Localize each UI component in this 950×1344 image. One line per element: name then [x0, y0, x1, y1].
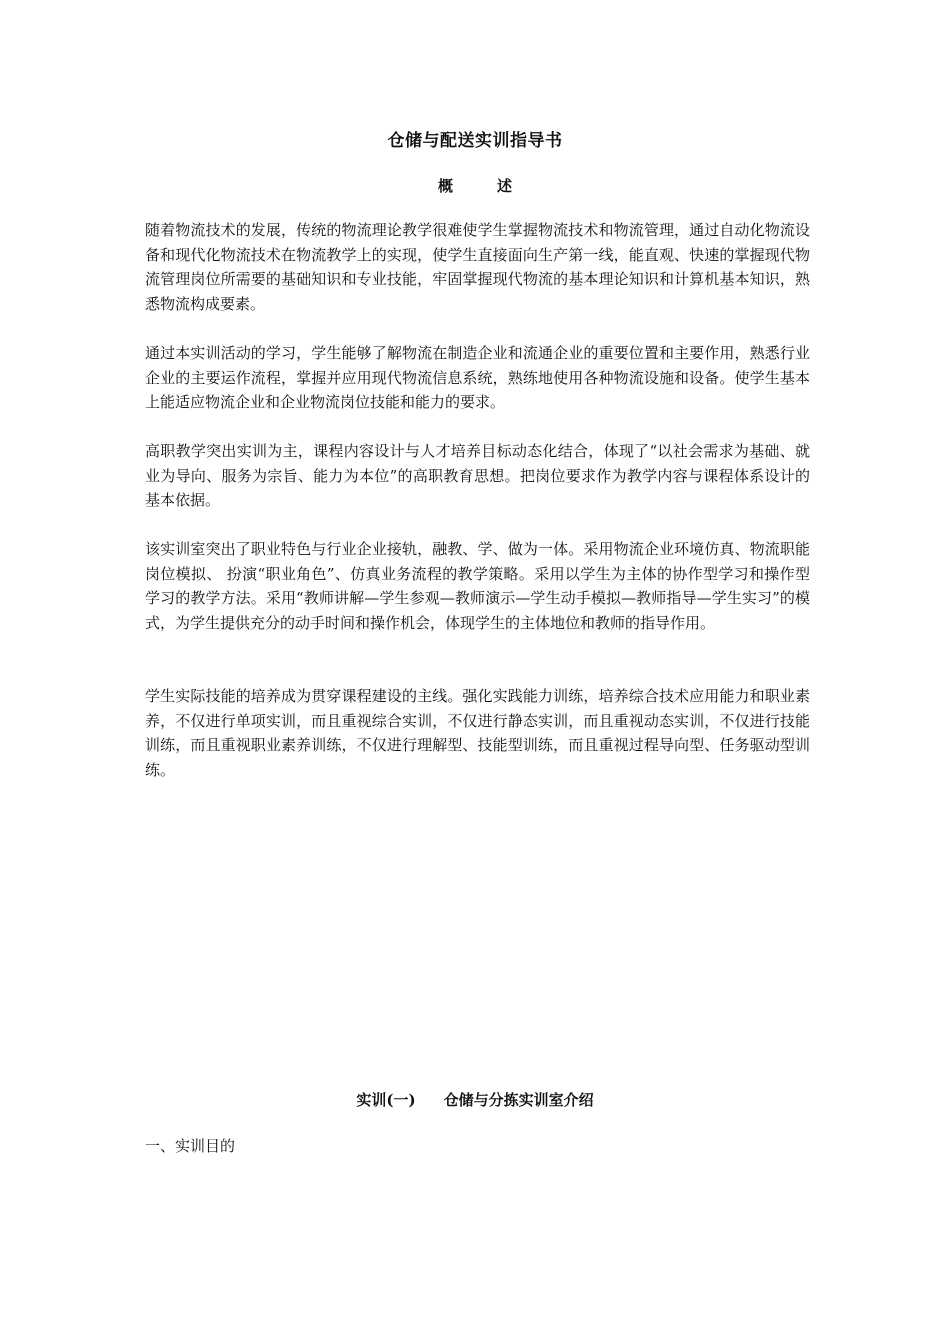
overview-paragraph-4: 该实训室突出了职业特色与行业企业接轨，融教、学、做为一体。采用物流企业环境仿真、物流职能岗位模拟、 扮演“职业角色”、仿真业务流程的教学策略。采用以学生为主体的协作型学习和操作型学习的教学方法。采用“教师讲解—学生参观—教师演示—学生动手模拟—教师指导—学生实习”的模式，为学生提供充分的动手时间和操作机会，体现学生的主体地位和教师的指导作用。: [145, 540, 810, 632]
overview-heading: [0, 175, 950, 196]
overview-paragraph-3: 高职教学突出实训为主，课程内容设计与人才培养目标动态化结合，体现了“以社会需求为基础、就业为导向、服务为宗旨、能力为本位”的高职教育思想。把岗位要求作为教学内容与课程体系设计的基本依据。: [145, 442, 810, 509]
overview-paragraph-2: 通过本实训活动的学习，学生能够了解物流在制造企业和流通企业的重要位置和主要作用，熟悉行业企业的主要运作流程，掌握并应用现代物流信息系统，熟练地使用各种物流设施和设备。使学生基本上能适应物流企业和企业物流岗位技能和能力的要求。: [145, 344, 810, 411]
overview-paragraph-5: 学生实际技能的培养成为贯穿课程建设的主线。强化实践能力训练，培养综合技术应用能力和职业素养，不仅进行单项实训，而且重视综合实训，不仅进行静态实训，而且重视动态实训，不仅进行技能训练，而且重视职业素养训练，不仅进行理解型、技能型训练，而且重视过程导向型、任务驱动型训练。: [145, 687, 810, 779]
overview-heading-part1: 概: [437, 177, 453, 195]
chapter-number: 实训(一): [356, 1091, 416, 1109]
overview-paragraph-1: 随着物流技术的发展，传统的物流理论教学很难使学生掌握物流技术和物流管理，通过自动化物流设备和现代化物流技术在物流教学上的实现，使学生直接面向生产第一线，能直观、快速的掌握现代物流管理岗位所需要的基础知识和专业技能，牢固掌握现代物流的基本理论知识和计算机基本知识，熟悉物流构成要素。: [145, 221, 810, 313]
document-title: 仓储与配送实训指导书: [387, 131, 563, 151]
overview-heading-part2: 述: [497, 177, 513, 195]
section-subheading: 一、实训目的: [145, 1137, 236, 1155]
chapter-heading: [0, 1089, 950, 1110]
chapter-title: 仓储与分拣实训室介绍: [443, 1091, 594, 1109]
